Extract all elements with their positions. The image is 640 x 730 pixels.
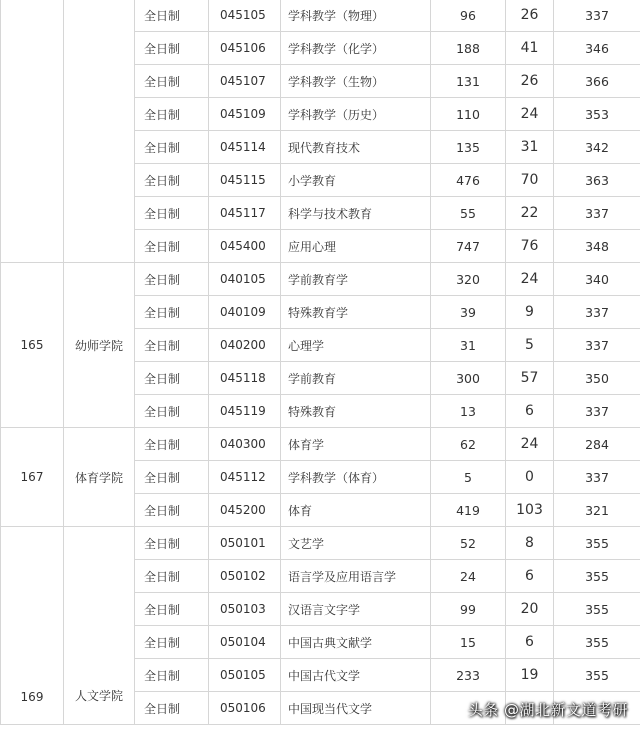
major-name-cell: 学前教育 <box>281 362 431 395</box>
major-name-cell: 文艺学 <box>281 527 431 560</box>
study-mode-cell: 全日制 <box>135 593 209 626</box>
admitted-cell: 24 <box>506 263 554 296</box>
major-code-cell: 040200 <box>209 329 281 362</box>
study-mode-cell: 全日制 <box>135 527 209 560</box>
min-score-cell: 284 <box>554 428 640 461</box>
min-score-cell: 337 <box>554 329 640 362</box>
admitted-cell: 76 <box>506 230 554 263</box>
min-score-cell: 355 <box>554 527 640 560</box>
admitted-cell: 103 <box>506 494 554 527</box>
major-code-cell: 045200 <box>209 494 281 527</box>
applicants-cell: 110 <box>431 98 506 131</box>
study-mode-cell: 全日制 <box>135 230 209 263</box>
study-mode-cell: 全日制 <box>135 494 209 527</box>
admitted-cell: 8 <box>506 527 554 560</box>
major-code-cell: 045115 <box>209 164 281 197</box>
major-name-cell: 学前教育学 <box>281 263 431 296</box>
major-name-cell: 现代教育技术 <box>281 131 431 164</box>
major-name-cell: 心理学 <box>281 329 431 362</box>
study-mode-cell: 全日制 <box>135 560 209 593</box>
min-score-cell: 355 <box>554 593 640 626</box>
major-name-cell: 学科教学（物理） <box>281 0 431 32</box>
major-code-cell: 050103 <box>209 593 281 626</box>
applicants-cell: 96 <box>431 0 506 32</box>
table-row <box>1 263 640 296</box>
major-name-cell: 学科教学（体育） <box>281 461 431 494</box>
admitted-cell: 6 <box>506 626 554 659</box>
major-code-cell: 045117 <box>209 197 281 230</box>
major-name-cell: 特殊教育 <box>281 395 431 428</box>
major-code-cell: 045118 <box>209 362 281 395</box>
major-name-cell: 中国现当代文学 <box>281 692 431 725</box>
min-score-cell: 337 <box>554 197 640 230</box>
study-mode-cell: 全日制 <box>135 65 209 98</box>
major-code-cell: 045106 <box>209 32 281 65</box>
college-name-cell <box>64 0 135 263</box>
major-code-cell: 045119 <box>209 395 281 428</box>
study-mode-cell: 全日制 <box>135 0 209 32</box>
major-code-cell: 050102 <box>209 560 281 593</box>
major-name-cell: 应用心理 <box>281 230 431 263</box>
min-score-cell: 355 <box>554 659 640 692</box>
college-name-cell: 体育学院 <box>64 428 135 527</box>
major-name-cell: 体育 <box>281 494 431 527</box>
admitted-cell: 24 <box>506 98 554 131</box>
college-code-cell <box>1 0 64 263</box>
study-mode-cell: 全日制 <box>135 329 209 362</box>
study-mode-cell: 全日制 <box>135 626 209 659</box>
admitted-cell: 24 <box>506 428 554 461</box>
admitted-cell: 26 <box>506 0 554 32</box>
major-name-cell: 汉语言文字学 <box>281 593 431 626</box>
applicants-cell: 131 <box>431 65 506 98</box>
study-mode-cell: 全日制 <box>135 32 209 65</box>
major-name-cell: 中国古代文学 <box>281 659 431 692</box>
admitted-cell: 57 <box>506 362 554 395</box>
watermark: 头条 @湖北新文道考研 <box>467 701 628 719</box>
admitted-cell: 26 <box>506 65 554 98</box>
admitted-cell: 19 <box>506 659 554 692</box>
admitted-cell: 20 <box>506 593 554 626</box>
min-score-cell: 353 <box>554 98 640 131</box>
major-name-cell: 学科教学（生物） <box>281 65 431 98</box>
table-body <box>1 0 640 725</box>
college-name-cell: 幼师学院 <box>64 263 135 428</box>
applicants-cell: 99 <box>431 593 506 626</box>
min-score-cell: 340 <box>554 263 640 296</box>
admitted-cell: 9 <box>506 296 554 329</box>
major-name-cell: 学科教学（化学） <box>281 32 431 65</box>
table-row <box>1 0 640 32</box>
major-code-cell: 045109 <box>209 98 281 131</box>
major-code-cell: 050101 <box>209 527 281 560</box>
min-score-cell: 337 <box>554 395 640 428</box>
major-name-cell: 中国古典文献学 <box>281 626 431 659</box>
college-code-cell: 167 <box>1 428 64 527</box>
major-name-cell: 科学与技术教育 <box>281 197 431 230</box>
applicants-cell: 62 <box>431 428 506 461</box>
admitted-cell: 0 <box>506 461 554 494</box>
applicants-cell: 52 <box>431 527 506 560</box>
major-code-cell: 040109 <box>209 296 281 329</box>
major-code-cell: 045107 <box>209 65 281 98</box>
applicants-cell: 320 <box>431 263 506 296</box>
major-code-cell: 050105 <box>209 659 281 692</box>
study-mode-cell: 全日制 <box>135 98 209 131</box>
admitted-cell: 6 <box>506 395 554 428</box>
study-mode-cell: 全日制 <box>135 197 209 230</box>
applicants-cell: 300 <box>431 362 506 395</box>
table-row <box>1 527 640 560</box>
major-code-cell: 050104 <box>209 626 281 659</box>
admitted-cell: 6 <box>506 560 554 593</box>
admitted-cell: 31 <box>506 131 554 164</box>
applicants-cell: 13 <box>431 395 506 428</box>
major-code-cell: 050106 <box>209 692 281 725</box>
study-mode-cell: 全日制 <box>135 692 209 725</box>
major-name-cell: 体育学 <box>281 428 431 461</box>
study-mode-cell: 全日制 <box>135 263 209 296</box>
study-mode-cell: 全日制 <box>135 659 209 692</box>
applicants-cell: 135 <box>431 131 506 164</box>
min-score-cell: 346 <box>554 32 640 65</box>
min-score-cell: 321 <box>554 494 640 527</box>
min-score-cell: 350 <box>554 362 640 395</box>
admitted-cell: 5 <box>506 329 554 362</box>
min-score-cell: 337 <box>554 296 640 329</box>
study-mode-cell: 全日制 <box>135 296 209 329</box>
college-code-cell: 165 <box>1 263 64 428</box>
major-code-cell: 045114 <box>209 131 281 164</box>
college-code-cell: 169 <box>1 527 64 725</box>
study-mode-cell: 全日制 <box>135 131 209 164</box>
major-name-cell: 语言学及应用语言学 <box>281 560 431 593</box>
applicants-cell: 476 <box>431 164 506 197</box>
major-code-cell: 045400 <box>209 230 281 263</box>
major-code-cell: 040105 <box>209 263 281 296</box>
college-name-cell: 人文学院 <box>64 527 135 725</box>
study-mode-cell: 全日制 <box>135 461 209 494</box>
major-code-cell: 045105 <box>209 0 281 32</box>
min-score-cell: 342 <box>554 131 640 164</box>
major-name-cell: 学科教学（历史） <box>281 98 431 131</box>
min-score-cell: 337 <box>554 0 640 32</box>
admitted-cell: 70 <box>506 164 554 197</box>
applicants-cell: 39 <box>431 296 506 329</box>
min-score-cell: 355 <box>554 626 640 659</box>
study-mode-cell: 全日制 <box>135 164 209 197</box>
applicants-cell: 419 <box>431 494 506 527</box>
applicants-cell: 31 <box>431 329 506 362</box>
applicants-cell: 15 <box>431 626 506 659</box>
applicants-cell: 188 <box>431 32 506 65</box>
study-mode-cell: 全日制 <box>135 362 209 395</box>
admitted-cell: 41 <box>506 32 554 65</box>
study-mode-cell: 全日制 <box>135 428 209 461</box>
min-score-cell: 337 <box>554 461 640 494</box>
major-name-cell: 特殊教育学 <box>281 296 431 329</box>
applicants-cell: 24 <box>431 560 506 593</box>
admitted-cell: 22 <box>506 197 554 230</box>
study-mode-cell: 全日制 <box>135 395 209 428</box>
applicants-cell: 5 <box>431 461 506 494</box>
min-score-cell: 355 <box>554 560 640 593</box>
min-score-cell: 363 <box>554 164 640 197</box>
major-name-cell: 小学教育 <box>281 164 431 197</box>
major-code-cell: 045112 <box>209 461 281 494</box>
table-row <box>1 428 640 461</box>
applicants-cell: 55 <box>431 197 506 230</box>
min-score-cell: 366 <box>554 65 640 98</box>
applicants-cell: 233 <box>431 659 506 692</box>
min-score-cell: 348 <box>554 230 640 263</box>
applicants-cell: 747 <box>431 230 506 263</box>
major-code-cell: 040300 <box>209 428 281 461</box>
